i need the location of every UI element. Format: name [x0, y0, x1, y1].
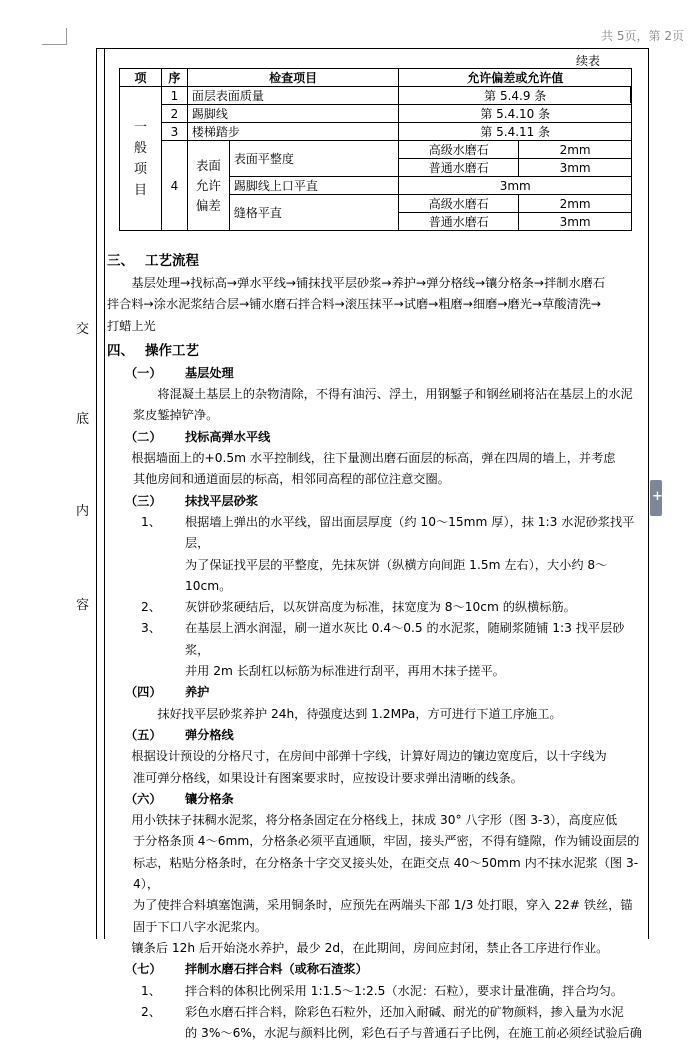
list-item: 的 3%～6%，水泥与颜料比例，彩色石子与普通石子比例，在施工前必须经试验后确 [185, 1026, 642, 1041]
list-item: 1、 拌合料的体积比例采用 1:1.5～1:2.5（水泥：石粒），要求计量准确，拌合均匀。 [141, 983, 624, 998]
category-cell [187, 141, 229, 231]
expand-panel-tab[interactable] [650, 480, 662, 516]
section-heading: 四、 操作工艺 [107, 342, 199, 359]
row-number: 3 [161, 123, 187, 141]
row-item: 面层表面质量 [187, 87, 399, 105]
table-header: 序 [161, 69, 187, 87]
table-header: 项 [120, 69, 162, 87]
paragraph: 抹好找平层砂浆养护 24h，待强度达到 1.2MPa，方可进行下道工序施工。 [157, 706, 562, 721]
corner-mark [66, 28, 67, 45]
paragraph: 根据墙面上的+0.5m 水平控制线，往下量测出磨石面层的标高，弹在四周的墙上，并考虑 [131, 451, 616, 466]
list-item: 2、 彩色水磨石拌合料，除彩色石粒外，还加入耐碱、耐光的矿物颜料，掺入量为水泥 [141, 1004, 624, 1019]
grade-label: 高级水磨石 [399, 195, 519, 213]
table-header-row [120, 69, 632, 87]
frame-top-border [96, 48, 648, 49]
row-value: 3mm [399, 177, 632, 195]
grade-value: 2mm [519, 195, 632, 213]
paragraph: 基层处理→找标高→弹水平线→铺抹找平层砂浆→养护→弹分格线→镶分格条→拌制水磨石 [131, 276, 606, 290]
grade-value: 2mm [519, 141, 632, 159]
table-header: 检查项目 [187, 69, 399, 87]
paragraph: 根据设计预设的分格尺寸，在房间中部弹十字线，计算好周边的镶边宽度后，以十字线为 [131, 749, 607, 764]
subsection-heading: （二） 找标高弹水平线 [125, 429, 271, 444]
paragraph: 镶条后 12h 后开始浇水养护，最少 2d，在此期间，房间应封闭，禁止各工序进行作业。 [131, 940, 609, 955]
subsection-heading: （三） 抹找平层砂浆 [125, 493, 259, 508]
row-number: 2 [161, 105, 187, 123]
section-heading: 三、 工艺流程 [107, 253, 199, 269]
side-label: 底 [76, 412, 90, 427]
frame-inner-border [104, 48, 105, 939]
category-label: 表面允许偏差 [195, 157, 221, 213]
row-item: 缝格平直 [229, 195, 399, 231]
corner-mark [42, 44, 66, 45]
continued-label: 续表 [576, 54, 601, 68]
group-label: 一般项目 [133, 119, 147, 198]
subsection-heading: （四） 养护 [125, 685, 210, 700]
paragraph: 为了使拌合料填塞饱满，采用铜条时，应预先在两端头下部 1/3 处打眼，穿入 22# 铁丝，锚 [133, 898, 633, 913]
row-number: 4 [161, 141, 187, 231]
subsection-heading: （五） 弹分格线 [125, 727, 234, 742]
grade-value: 3mm [519, 159, 632, 177]
subsection-heading: （七） 拌制水磨石拌合料（或称石渣浆） [125, 962, 368, 977]
page-header [0, 0, 698, 48]
paragraph: 准可弹分格线，如果设计有图案要求时，应按设计要求弹出清晰的线条。 [133, 770, 523, 785]
table-row [120, 141, 632, 159]
page-counter: 共 5页，第 2页 [601, 29, 684, 43]
list-item: 3、 在基层上洒水润湿，刷一道水灰比 0.4～0.5 的水泥浆，随刷浆随铺 1:3 找平层砂浆， [141, 621, 625, 657]
plus-icon: + [652, 489, 663, 504]
row-number: 1 [161, 87, 187, 105]
grade-label: 普通水磨石 [399, 213, 519, 231]
frame-right-border [648, 48, 649, 939]
subsection-heading: （一） 基层处理 [125, 365, 234, 380]
side-label: 内 [76, 504, 90, 519]
grade-label: 高级水磨石 [399, 141, 519, 159]
subsection-heading: （六） 镶分格条 [125, 791, 234, 806]
grade-label: 普通水磨石 [399, 159, 519, 177]
paragraph: 用小铁抹子抹稠水泥浆，将分格条固定在分格线上，抹成 30° 八字形（图 3-3），高度应低 [131, 813, 618, 828]
table-row [120, 123, 632, 141]
row-item: 踢脚线上口平直 [229, 177, 399, 195]
table-row [120, 105, 632, 123]
row-value: 第 5.4.9 条 [399, 87, 632, 105]
frame-left-border [96, 48, 97, 939]
paragraph: 标志，粘贴分格条时，在分格条十字交叉接头处，在距交点 40～50mm 内不抹水泥浆（图 3-4）， [133, 855, 639, 892]
table-row [120, 87, 632, 105]
paragraph: 浆皮錾掉铲净。 [133, 408, 219, 423]
paragraph: 固于下口八字水泥浆内。 [133, 919, 268, 934]
paragraph: 拌合料→涂水泥浆结合层→铺水磨石拌合料→滚压抹平→试磨→粗磨→细磨→磨光→草酸清洗→ [107, 297, 602, 312]
group-label-cell [120, 87, 162, 231]
paragraph: 打蜡上光 [107, 318, 156, 333]
list-item: 为了保证找平层的平整度，先抹灰饼（纵横方向间距 1.5m 左右），大小约 8～10cm。 [185, 557, 608, 593]
row-item: 楼梯踏步 [187, 123, 399, 141]
paragraph: 将混凝土基层上的杂物清除，不得有油污、浮土，用钢錾子和钢丝刷将沾在基层上的水泥 [157, 387, 633, 402]
side-label: 交 [76, 322, 90, 337]
row-value: 第 5.4.11 条 [399, 123, 632, 141]
paragraph: 于分格条顶 4～6mm，分格条必须平直通顺，牢固，接头严密，不得有缝隙，作为铺设面层的 [133, 834, 640, 849]
text-cursor [630, 87, 632, 103]
list-item: 1、 根据墙上弹出的水平线，留出面层厚度（约 10～15mm 厚），抹 1:3 水泥砂浆找平层， [141, 514, 635, 551]
side-label: 容 [76, 598, 90, 613]
inspection-table [119, 68, 632, 231]
grade-value: 3mm [519, 213, 632, 231]
list-item: 并用 2m 长刮杠以标筋为标准进行刮平，再用木抹子搓平。 [185, 664, 505, 679]
document-body [107, 250, 645, 1044]
row-value: 第 5.4.10 条 [399, 105, 632, 123]
table-header: 允许偏差或允许值 [399, 69, 632, 87]
row-item: 表面平整度 [229, 141, 399, 177]
row-item: 踢脚线 [187, 105, 399, 123]
paragraph: 其他房间和通道面层的标高，相邻同高程的部位注意交圈。 [133, 472, 450, 487]
list-item: 2、 灰饼砂浆硬结后，以灰饼高度为标准，抹宽度为 8～10cm 的纵横标筋。 [141, 600, 576, 615]
